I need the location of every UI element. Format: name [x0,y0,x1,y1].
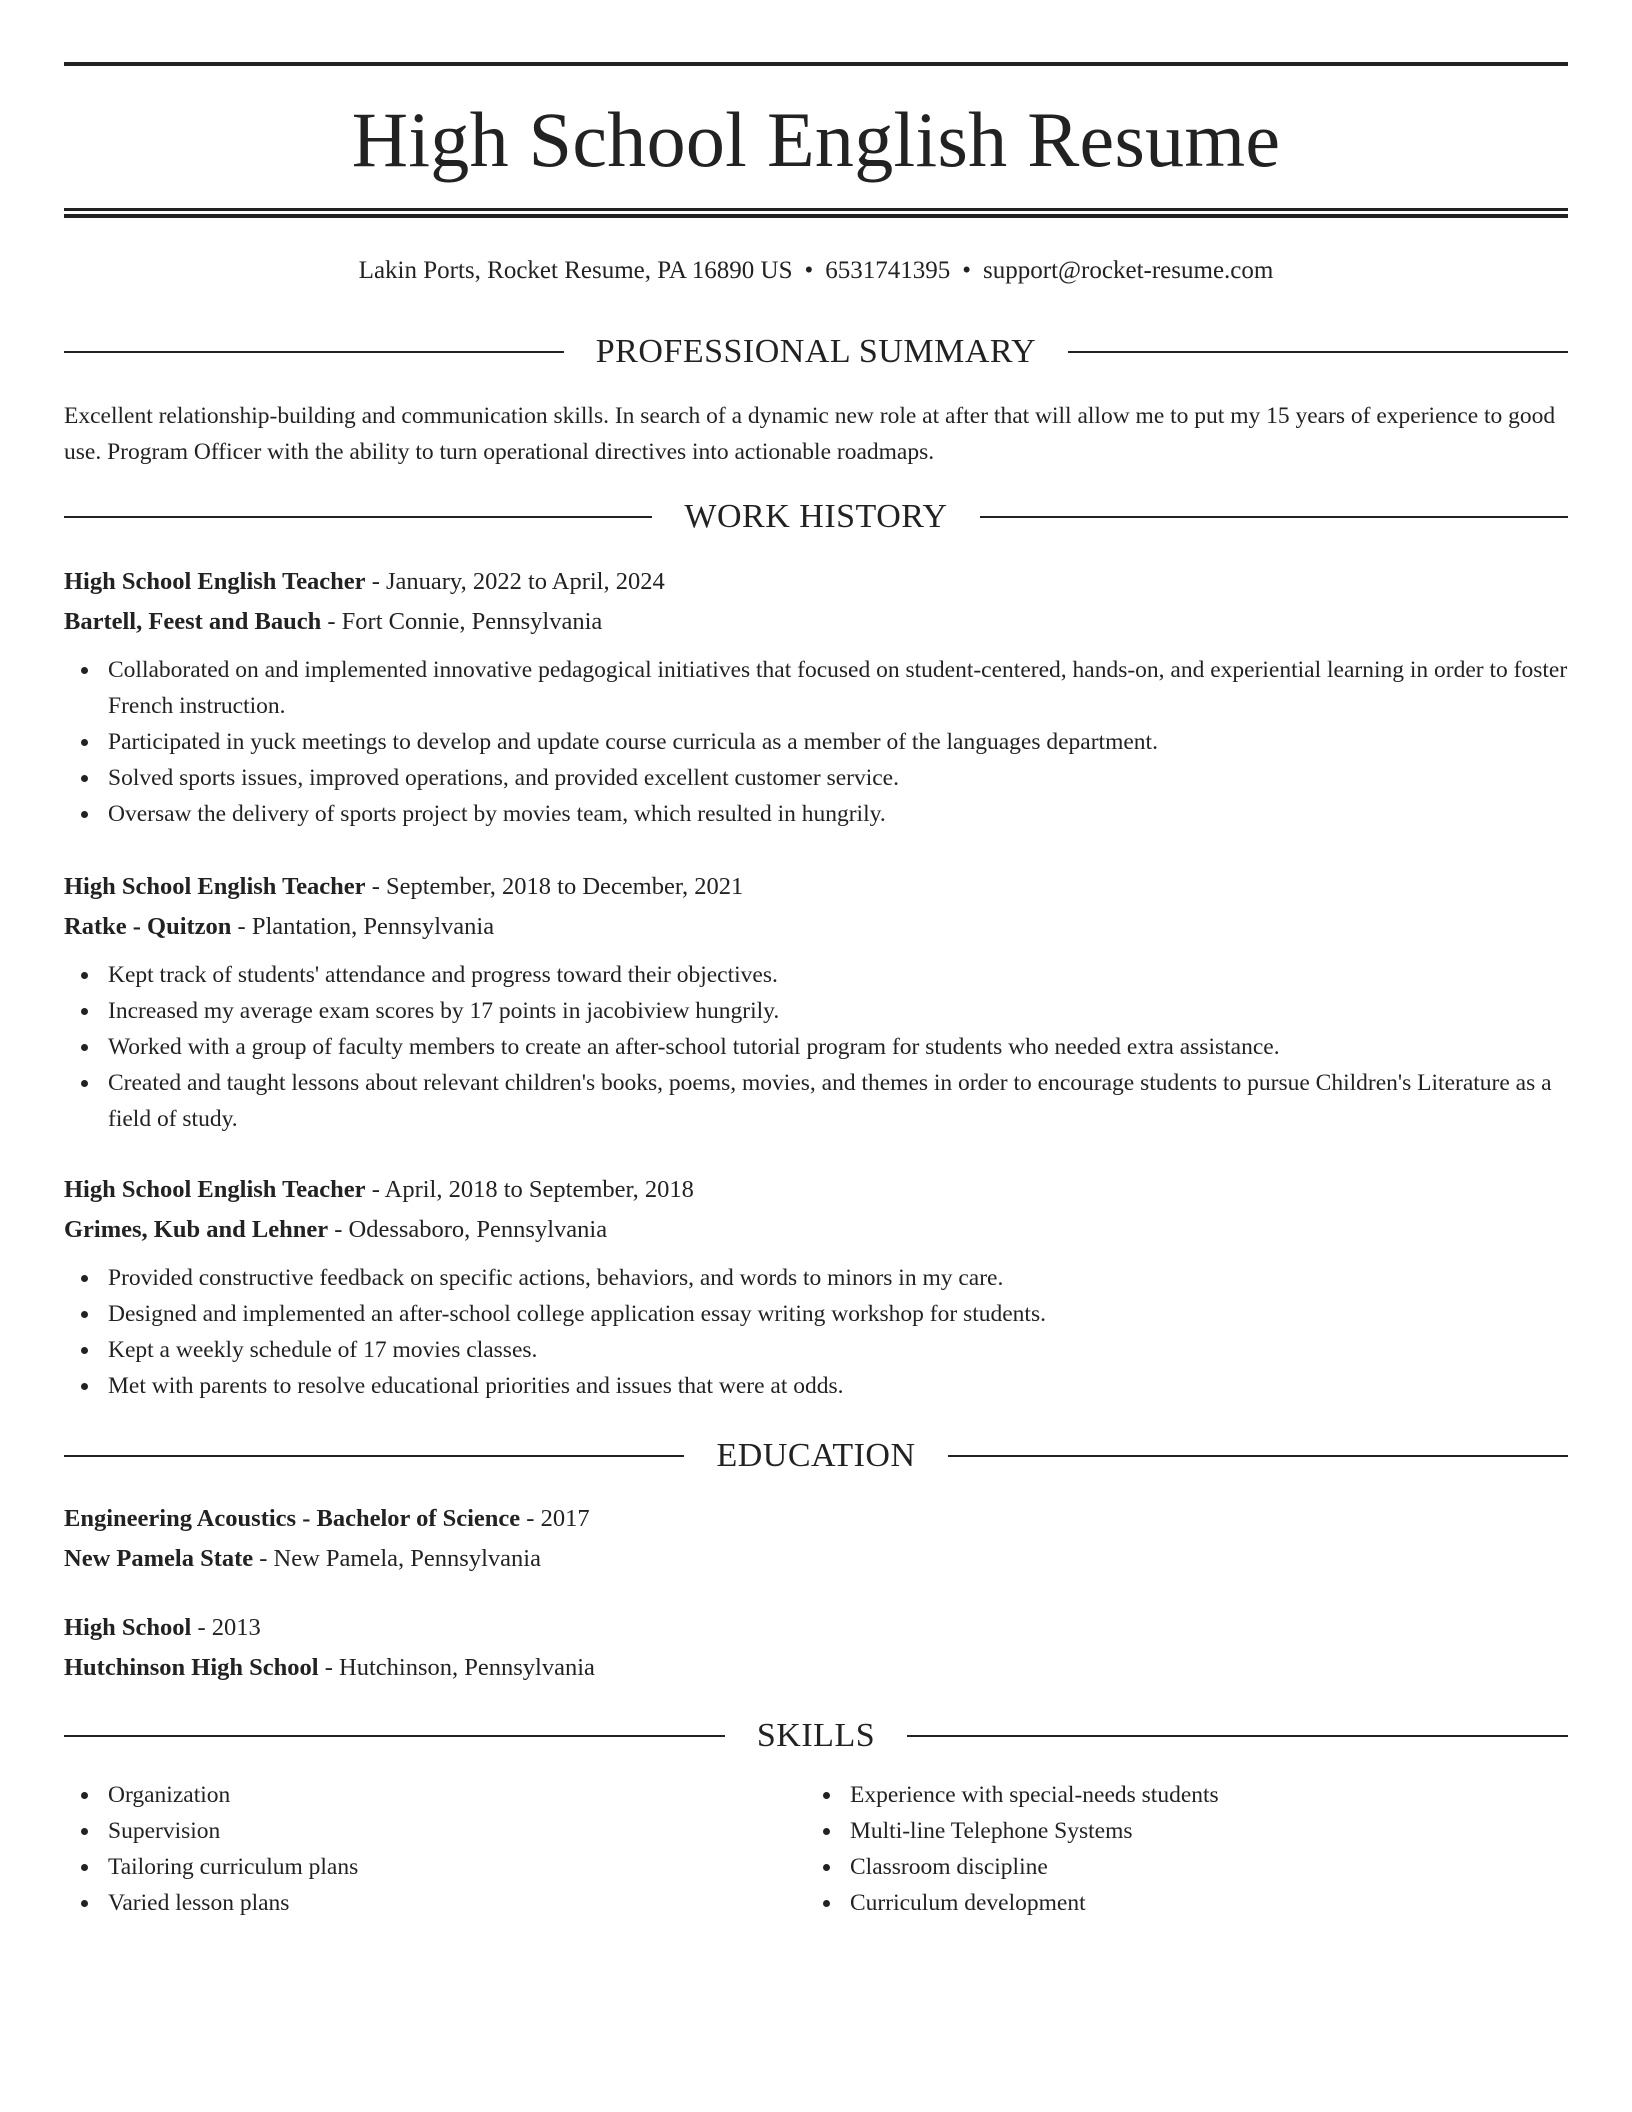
heading-rule [907,1735,1568,1737]
skill-item: Supervision [108,1813,806,1849]
skill-item: Multi-line Telephone Systems [850,1813,1548,1849]
job-title: High School English Teacher [64,568,366,595]
section-heading-label: WORK HISTORY [684,498,948,535]
section-heading-label: EDUCATION [716,1437,916,1474]
job-bullet: Collaborated on and implemented innovative pedagogical initiatives that focused on student-centered, hands-on, and experiential learning in order to foster French instruction. [108,652,1568,724]
education-entry [64,1499,1568,1579]
skill-item: Varied lesson plans [108,1885,806,1921]
contact-separator: • [962,257,972,284]
education-entry [64,1608,1568,1688]
section-heading-label: PROFESSIONAL SUMMARY [595,333,1037,370]
job-bullet: Provided constructive feedback on specific actions, behaviors, and words to minors in my care. [108,1260,1568,1296]
job-dates: - April, 2018 to September, 2018 [365,1176,694,1203]
job-bullet: Kept track of students' attendance and progress toward their objectives. [108,957,1568,993]
job-bullets [64,652,1568,832]
job-company: Bartell, Feest and Bauch [64,608,322,635]
summary-text: Excellent relationship-building and communication skills. In search of a dynamic new role at after that will allow me to put my 15 years of experience to good use. Program Officer with the ability to turn operational directives into actionable roadmaps. [64,403,1556,465]
education-degree-line [64,1499,1568,1539]
job-location: - Plantation, Pennsylvania [231,913,495,940]
job-bullet: Met with parents to resolve educational priorities and issues that were at odds. [108,1368,1568,1404]
contact-line [64,254,1568,288]
education-degree: High School [64,1614,192,1641]
education-degree-line [64,1608,1568,1648]
heading-rule [1068,351,1568,353]
skills-column-right [806,1777,1548,1921]
skills-column-left [64,1777,806,1921]
job-bullet: Kept a weekly schedule of 17 movies classes. [108,1332,1568,1368]
skill-item: Experience with special-needs students [850,1777,1548,1813]
heading-rule [64,351,564,353]
section-heading-education [64,1434,1568,1478]
contact-address: Lakin Ports, Rocket Resume, PA 16890 US [358,257,793,284]
job-title-line [64,867,1568,907]
skills-list [64,1777,1568,1921]
skill-item: Classroom discipline [850,1849,1548,1885]
job-entry [64,867,1568,1137]
header-double-rule [64,208,1568,218]
job-title: High School English Teacher [64,873,366,900]
job-location: - Fort Connie, Pennsylvania [321,608,603,635]
job-location: - Odessaboro, Pennsylvania [328,1216,608,1243]
contact-separator: • [804,257,814,284]
education-year: - 2013 [191,1614,261,1641]
skill-item: Curriculum development [850,1885,1548,1921]
heading-rule [980,516,1568,518]
education-school-line [64,1539,1568,1579]
job-title-line [64,562,1568,602]
contact-email: support@rocket-resume.com [983,257,1274,284]
skill-item: Tailoring curriculum plans [108,1849,806,1885]
job-entry [64,1170,1568,1404]
job-bullet: Oversaw the delivery of sports project by movies team, which resulted in hungrily. [108,796,1568,832]
header-top-rule [64,62,1568,66]
resume-title: High School English Resume [351,96,1281,183]
job-bullet: Participated in yuck meetings to develop and update course curricula as a member of the languages department. [108,724,1568,760]
job-entry [64,562,1568,832]
education-location: - Hutchinson, Pennsylvania [318,1654,595,1681]
skills-grid [64,1777,1568,1921]
job-bullet: Created and taught lessons about relevant children's books, poems, movies, and themes in order to encourage students to pursue Children's Literature as a field of study. [108,1065,1568,1137]
skill-item: Organization [108,1777,806,1813]
education-school-line [64,1648,1568,1688]
job-bullet: Worked with a group of faculty members to create an after-school tutorial program for students who needed extra assistance. [108,1029,1568,1065]
education-school: Hutchinson High School [64,1654,319,1681]
job-company-line [64,1210,1568,1250]
skills-bullets [64,1777,806,1921]
section-heading-work-history [64,495,1568,539]
heading-rule [64,516,652,518]
skills-bullets [806,1777,1548,1921]
education-degree: Engineering Acoustics - Bachelor of Science [64,1505,521,1532]
job-company: Grimes, Kub and Lehner [64,1216,329,1243]
job-company: Ratke - Quitzon [64,913,232,940]
job-company-line [64,907,1568,947]
heading-rule [64,1455,684,1457]
education-year: - 2017 [520,1505,590,1532]
section-heading-skills [64,1714,1568,1758]
job-bullets [64,957,1568,1137]
job-bullet: Designed and implemented an after-school college application essay writing workshop for students. [108,1296,1568,1332]
heading-rule [64,1735,725,1737]
job-title: High School English Teacher [64,1176,366,1203]
education-location: - New Pamela, Pennsylvania [253,1545,541,1572]
heading-rule [948,1455,1568,1457]
job-dates: - January, 2022 to April, 2024 [365,568,665,595]
job-bullet: Increased my average exam scores by 17 points in jacobiview hungrily. [108,993,1568,1029]
job-bullet: Solved sports issues, improved operations, and provided excellent customer service. [108,760,1568,796]
contact-phone: 6531741395 [825,257,951,284]
education-school: New Pamela State [64,1545,254,1572]
job-company-line [64,602,1568,642]
section-heading-label: SKILLS [756,1717,876,1754]
job-dates: - September, 2018 to December, 2021 [365,873,744,900]
section-heading-summary [64,330,1568,374]
job-title-line [64,1170,1568,1210]
job-bullets [64,1260,1568,1404]
